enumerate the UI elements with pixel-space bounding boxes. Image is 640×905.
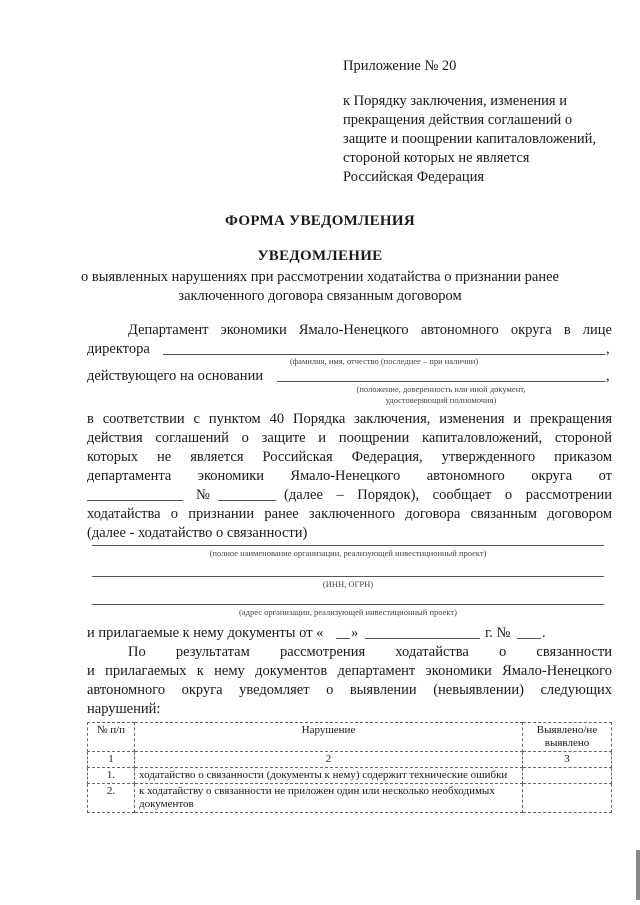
result-line: и прилагаемых к нему документов департамент экономики Ямало-Ненецкого <box>87 663 612 679</box>
basis-field[interactable] <box>277 381 605 382</box>
address-field[interactable] <box>92 604 604 605</box>
para-line: действия соглашений о защите и поощрении капиталовложений, стороной <box>87 430 612 446</box>
basis-hint: (положение, доверенность или иной документ, удостоверяющий полномочия) <box>356 384 526 405</box>
column-header-number: № п/п <box>88 723 135 752</box>
organization-hint: (полное наименование организации, реализующей инвестиционный проект) <box>209 548 487 558</box>
numbering-cell: 2 <box>135 752 523 768</box>
attached-year-label: г. № <box>485 625 511 641</box>
notice-subtitle <box>60 268 580 306</box>
annex-line: к Порядку заключения, изменения и <box>343 93 567 109</box>
annex-line: стороной которых не является <box>343 150 530 166</box>
inn-hint: (ИНН, ОГРН) <box>322 579 374 589</box>
para-line: которых не является Российская Федерация, утвержденного приказом <box>87 449 612 465</box>
annex-line: Российская Федерация <box>343 169 485 185</box>
para-line: в соответствии с пунктом 40 Порядка заключения, изменения и прекращения <box>87 411 612 427</box>
para-line: ходатайства о признании ранее заключенного договора связанным договором <box>87 506 612 522</box>
numbering-cell: 1 <box>88 752 135 768</box>
result-line: автономного округа уведомляет о выявлении (невыявлении) следующих <box>87 682 612 698</box>
result-line: По результатам рассмотрения ходатайства о связанности <box>128 644 612 660</box>
row-status-cell[interactable] <box>523 768 612 784</box>
organization-field[interactable] <box>92 545 604 546</box>
violations-table <box>87 722 612 813</box>
annex-reference <box>343 92 623 187</box>
para-line: департамента экономики Ямало-Ненецкого автономного округа от <box>87 468 612 484</box>
number-field[interactable] <box>218 500 276 501</box>
attached-day-field[interactable] <box>336 638 350 639</box>
director-field[interactable] <box>163 354 605 355</box>
row-violation: ходатайство о связанности (документы к нему) содержит технические ошибки <box>135 768 523 784</box>
column-header-status: Выявлено/не выявлено <box>523 723 612 752</box>
subtitle-line: о выявленных нарушениях при рассмотрении ходатайства о признании ранее <box>80 269 559 285</box>
result-line: нарушений: <box>87 701 161 717</box>
table-numbering-row <box>88 752 612 768</box>
attached-number-field[interactable] <box>517 638 541 639</box>
para-line: (далее - ходатайство о связанности) <box>87 525 308 541</box>
scan-edge-mark <box>636 850 640 900</box>
para-line: (далее – Порядок), сообщает о рассмотрении <box>284 487 612 503</box>
table-header-row <box>88 723 612 752</box>
address-hint: (адрес организации, реализующей инвестиционный проект) <box>239 607 457 617</box>
intro-line: Департамент экономики Ямало-Ненецкого автономного округа в лице <box>128 322 612 338</box>
inn-field[interactable] <box>92 576 604 577</box>
column-header-violation: Нарушение <box>135 723 523 752</box>
attached-docs-label: и прилагаемые к нему документы от « <box>87 625 324 641</box>
notice-title: УВЕДОМЛЕНИЕ <box>257 248 383 264</box>
director-hint: (фамилия, имя, отчество (последнее – при наличии) <box>289 356 479 366</box>
row-number: 2. <box>88 784 135 813</box>
annex-line: прекращения действия соглашений о <box>343 112 573 128</box>
form-title: ФОРМА УВЕДОМЛЕНИЯ <box>225 213 415 229</box>
attached-month-field[interactable] <box>365 638 480 639</box>
table-row <box>88 784 612 813</box>
annex-line: защите и поощрении капиталовложений, <box>343 131 596 147</box>
table-row <box>88 768 612 784</box>
annex-title: Приложение № 20 <box>343 58 457 74</box>
row-violation: к ходатайству о связанности не приложен один или несколько необходимых документов <box>135 784 523 813</box>
numbering-cell: 3 <box>523 752 612 768</box>
director-label: директора <box>87 341 150 357</box>
number-sign: № <box>196 487 210 503</box>
basis-label: действующего на основании <box>87 368 264 384</box>
date-field[interactable] <box>87 500 183 501</box>
row-status-cell[interactable] <box>523 784 612 813</box>
row-number: 1. <box>88 768 135 784</box>
subtitle-line: заключенного договора связанным договором <box>178 288 462 304</box>
